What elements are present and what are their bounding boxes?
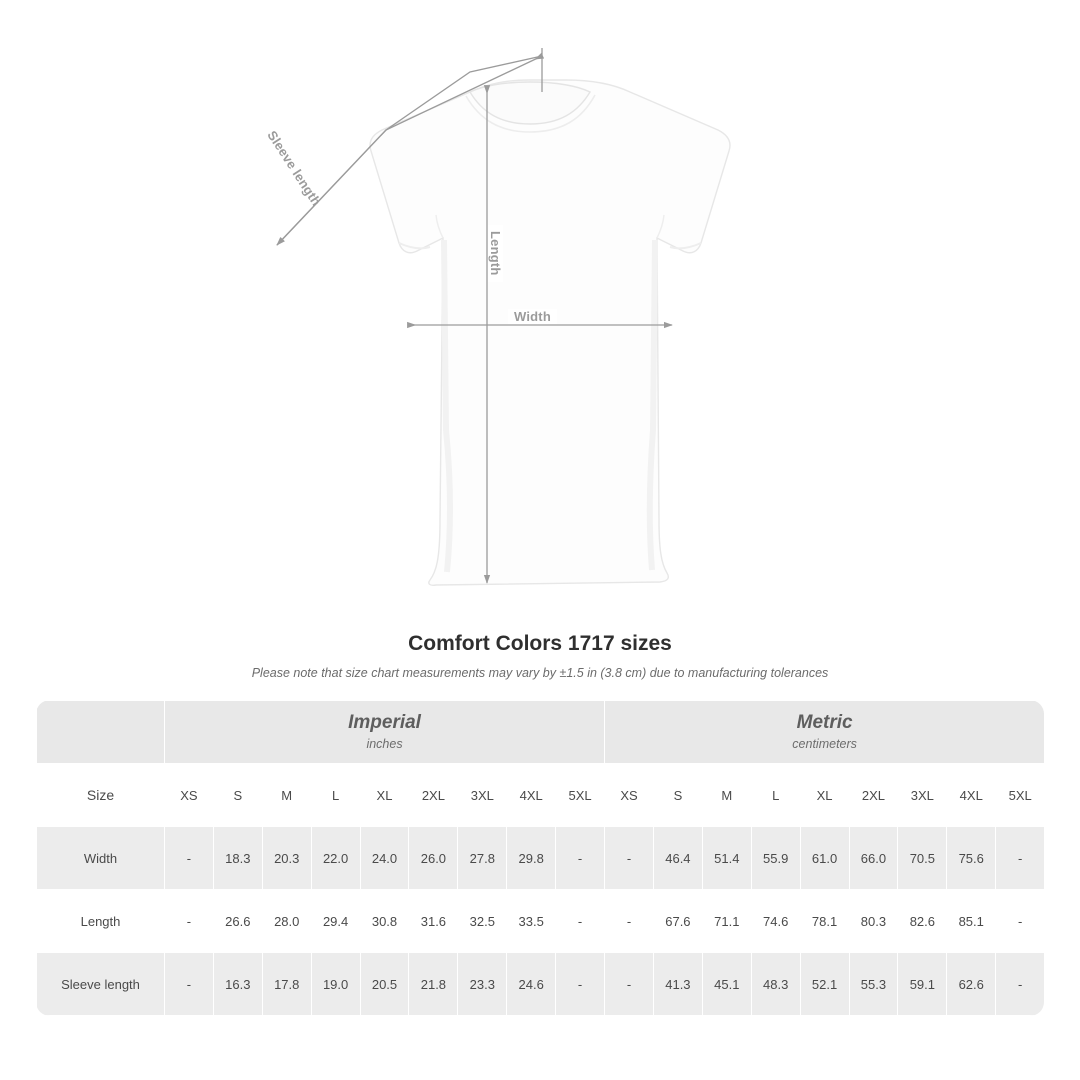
cell-width-imperial-xl: 24.0 — [360, 827, 409, 890]
cell-sleeve-imperial-3xl: 23.3 — [458, 953, 507, 1016]
unit-sub-metric: centimeters — [792, 736, 857, 751]
cell-sleeve-metric-l: 48.3 — [751, 953, 800, 1016]
cell-width-imperial-s: 18.3 — [213, 827, 262, 890]
column-header-metric-4xl: 4XL — [947, 764, 996, 827]
cell-length-metric-5xl: - — [996, 890, 1044, 953]
column-header-size: Size — [37, 764, 165, 827]
cell-width-metric-5xl: - — [996, 827, 1044, 890]
cell-length-imperial-4xl: 33.5 — [507, 890, 556, 953]
length-dimension-label: Length — [488, 225, 503, 282]
cell-sleeve-imperial-m: 17.8 — [262, 953, 311, 1016]
table-row — [37, 827, 1045, 890]
cell-length-imperial-m: 28.0 — [262, 890, 311, 953]
unit-corner-cell — [37, 701, 165, 764]
cell-sleeve-imperial-xl: 20.5 — [360, 953, 409, 1016]
table-row — [37, 953, 1045, 1016]
cell-width-metric-s: 46.4 — [653, 827, 702, 890]
cell-length-metric-l: 74.6 — [751, 890, 800, 953]
cell-width-metric-xs: - — [605, 827, 654, 890]
cell-sleeve-metric-2xl: 55.3 — [849, 953, 898, 1016]
cell-sleeve-imperial-s: 16.3 — [213, 953, 262, 1016]
cell-width-metric-2xl: 66.0 — [849, 827, 898, 890]
cell-length-metric-xl: 78.1 — [800, 890, 849, 953]
cell-sleeve-metric-3xl: 59.1 — [898, 953, 947, 1016]
row-label-width: Width — [37, 827, 165, 890]
title-block — [0, 632, 1080, 680]
tolerance-note: Please note that size chart measurements may vary by ±1.5 in (3.8 cm) due to manufacturing tolerances — [251, 666, 829, 680]
cell-width-imperial-xs: - — [165, 827, 214, 890]
size-table — [36, 700, 1044, 1016]
cell-sleeve-imperial-4xl: 24.6 — [507, 953, 556, 1016]
sleeve-dimension-line-bottom — [277, 130, 386, 245]
cell-length-imperial-3xl: 32.5 — [458, 890, 507, 953]
unit-group-imperial — [165, 701, 605, 764]
unit-system-imperial: Imperial — [348, 711, 421, 733]
column-header-imperial-xs: XS — [165, 764, 214, 827]
cell-sleeve-imperial-l: 19.0 — [311, 953, 360, 1016]
cell-length-metric-m: 71.1 — [702, 890, 751, 953]
cell-length-metric-4xl: 85.1 — [947, 890, 996, 953]
cell-length-imperial-l: 29.4 — [311, 890, 360, 953]
size-header-row — [37, 764, 1045, 827]
cell-width-metric-3xl: 70.5 — [898, 827, 947, 890]
column-header-imperial-xl: XL — [360, 764, 409, 827]
column-header-metric-5xl: 5XL — [996, 764, 1044, 827]
cell-width-metric-m: 51.4 — [702, 827, 751, 890]
column-header-imperial-3xl: 3XL — [458, 764, 507, 827]
column-header-imperial-5xl: 5XL — [556, 764, 605, 827]
cell-sleeve-metric-m: 45.1 — [702, 953, 751, 1016]
unit-system-metric: Metric — [796, 711, 853, 733]
table-row — [37, 890, 1045, 953]
cell-sleeve-metric-xl: 52.1 — [800, 953, 849, 1016]
cell-width-imperial-4xl: 29.8 — [507, 827, 556, 890]
unit-sub-imperial: inches — [366, 736, 403, 751]
row-label-sleeve-length: Sleeve length — [37, 953, 165, 1016]
cell-length-imperial-s: 26.6 — [213, 890, 262, 953]
cell-length-metric-xs: - — [605, 890, 654, 953]
unit-header-row — [37, 701, 1045, 764]
cell-length-metric-3xl: 82.6 — [898, 890, 947, 953]
cell-length-metric-2xl: 80.3 — [849, 890, 898, 953]
column-header-imperial-4xl: 4XL — [507, 764, 556, 827]
cell-length-metric-s: 67.6 — [653, 890, 702, 953]
cell-length-imperial-5xl: - — [556, 890, 605, 953]
tshirt-shape — [370, 80, 730, 585]
cell-sleeve-imperial-2xl: 21.8 — [409, 953, 458, 1016]
cell-length-imperial-xl: 30.8 — [360, 890, 409, 953]
column-header-imperial-2xl: 2XL — [409, 764, 458, 827]
cell-width-metric-xl: 61.0 — [800, 827, 849, 890]
column-header-metric-m: M — [702, 764, 751, 827]
cell-width-metric-4xl: 75.6 — [947, 827, 996, 890]
cell-width-imperial-3xl: 27.8 — [458, 827, 507, 890]
column-header-imperial-m: M — [262, 764, 311, 827]
column-header-imperial-l: L — [311, 764, 360, 827]
row-label-length: Length — [37, 890, 165, 953]
cell-width-imperial-2xl: 26.0 — [409, 827, 458, 890]
cell-sleeve-metric-5xl: - — [996, 953, 1044, 1016]
cell-width-imperial-m: 20.3 — [262, 827, 311, 890]
column-header-metric-xl: XL — [800, 764, 849, 827]
column-header-metric-3xl: 3XL — [898, 764, 947, 827]
cell-width-metric-l: 55.9 — [751, 827, 800, 890]
sleeve-dimension-label: Sleeve length — [264, 128, 325, 209]
column-header-metric-s: S — [653, 764, 702, 827]
cell-sleeve-metric-s: 41.3 — [653, 953, 702, 1016]
cell-sleeve-imperial-xs: - — [165, 953, 214, 1016]
column-header-metric-2xl: 2XL — [849, 764, 898, 827]
page-title: Comfort Colors 1717 sizes — [408, 632, 672, 655]
cell-sleeve-imperial-5xl: - — [556, 953, 605, 1016]
cell-sleeve-metric-4xl: 62.6 — [947, 953, 996, 1016]
cell-sleeve-metric-xs: - — [605, 953, 654, 1016]
size-table-wrapper — [36, 700, 1044, 1016]
cell-length-imperial-2xl: 31.6 — [409, 890, 458, 953]
cell-length-imperial-xs: - — [165, 890, 214, 953]
column-header-imperial-s: S — [213, 764, 262, 827]
column-header-metric-xs: XS — [605, 764, 654, 827]
cell-width-imperial-l: 22.0 — [311, 827, 360, 890]
unit-group-metric — [605, 701, 1044, 764]
column-header-metric-l: L — [751, 764, 800, 827]
cell-width-imperial-5xl: - — [556, 827, 605, 890]
width-dimension-label: Width — [508, 309, 557, 324]
